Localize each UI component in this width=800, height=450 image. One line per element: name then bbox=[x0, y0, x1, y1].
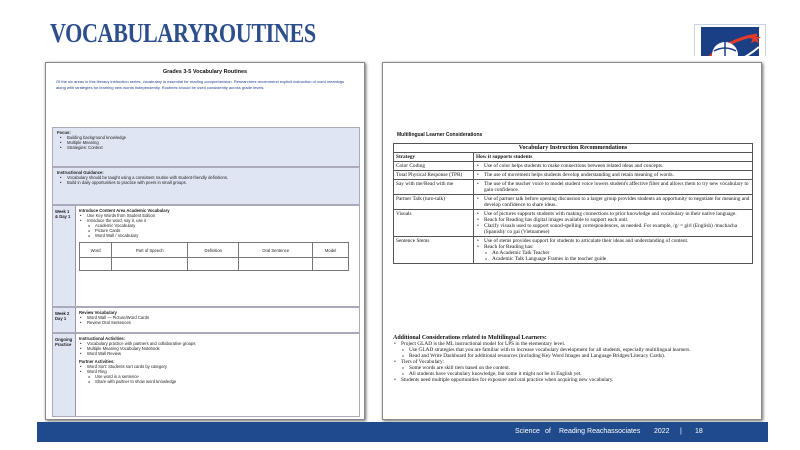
support-cell: • Use of pictures supports students with making connections to prior knowledge and vocabulary in their native language. bbox=[476, 211, 750, 217]
additional-title: Additional Considerations related to Multilingual Learners: bbox=[393, 335, 547, 341]
partner-subitem: o Use word in a sentence bbox=[79, 374, 355, 379]
doc-left-heading: Grades 3-5 Vocabulary Routines bbox=[162, 69, 248, 75]
word-table-header: Oral Sentence bbox=[239, 243, 313, 258]
col-header: Strategy bbox=[394, 153, 474, 162]
footer-separator: | bbox=[680, 428, 682, 435]
word-table-header: Model bbox=[313, 243, 349, 258]
additional-item: • Students need multiple opportunities for exposure and oral practice when acquiring new vocabulary. bbox=[393, 377, 755, 383]
support-cell: • Use of color helps students to make connections between related ideas and concepts. bbox=[476, 163, 750, 169]
week1-item: • Introduce the word, say it, use it bbox=[79, 218, 355, 223]
week2-title: Review Vocabulary bbox=[79, 310, 117, 315]
col-header: How it supports students bbox=[474, 153, 753, 162]
week1-subitem: o Picture Cards bbox=[79, 228, 355, 233]
strategy-cell: Visuals bbox=[394, 210, 474, 237]
additional-item: • Tiers of Vocabulary: bbox=[393, 359, 755, 365]
strategy-cell: Partner Talk (turn-talk) bbox=[394, 195, 474, 210]
week1-subitem: o Word Wall / Vocabulary bbox=[79, 233, 355, 238]
guidance-item: • Vocabulary should be taught using a consistent routine with student-friendly definitions. bbox=[59, 175, 359, 180]
ongoing-label: Ongoing Practice bbox=[55, 337, 73, 347]
ongoing-item: • Vocabulary practice with partners and collaborative groups bbox=[79, 341, 355, 346]
multilingual-considerations-document bbox=[382, 62, 762, 420]
additional-subitem: o Read and Write Dashboard for additional resources (including Key Word Images and Language Bridges/Literacy Cards). bbox=[393, 353, 755, 359]
guidance-section bbox=[52, 167, 360, 205]
additional-item: • Project GLAD is the ML instructional model for LPS in the elementary level. bbox=[393, 341, 755, 347]
ongoing-item: • Multiple Meaning Vocabulary Notebook bbox=[79, 346, 355, 351]
week2-section bbox=[52, 307, 360, 333]
grades-3-5-routines-document bbox=[45, 62, 365, 420]
focus-item: • Strategies: Context bbox=[59, 145, 359, 150]
slide-content-panel bbox=[37, 56, 768, 442]
additional-subitem: o All students have vocabulary knowledge, but some it might not be in English yet. bbox=[393, 371, 755, 377]
page-number: 18 bbox=[695, 428, 703, 435]
partner-title: Partner Activities: bbox=[79, 359, 115, 364]
week2-item: • Word Wall — Picture/Word Cards bbox=[79, 315, 355, 320]
footer-org: Science bbox=[515, 428, 540, 435]
strategy-cell: Color Coding bbox=[394, 162, 474, 171]
additional-subitem: o Use GLAD strategies that you are familiar with to increase vocabulary development for all students, especially multilingual learners. bbox=[393, 347, 755, 353]
partner-item: • Word Sort: Students sort cards by category bbox=[79, 364, 355, 369]
support-cell: • Use of stems provides support for students to articulate their ideas and understanding of content. bbox=[476, 238, 750, 244]
week1-title: Introduce Content Area Academic Vocabulary bbox=[79, 208, 170, 213]
week1-subitem: o Academic Vocabulary bbox=[79, 223, 355, 228]
content-area bbox=[37, 56, 768, 422]
week2-item: • Review Oral Sentences bbox=[79, 320, 355, 325]
additional-subitem: o Some words are skill tiers based on the content. bbox=[393, 365, 755, 371]
week1-section bbox=[52, 205, 360, 307]
ongoing-title: Instructional Activities: bbox=[79, 336, 126, 341]
focus-label: Focus: bbox=[57, 130, 71, 135]
word-table-header: Definition bbox=[188, 243, 239, 258]
strategy-cell: Sentence Stems bbox=[394, 237, 474, 264]
guidance-item: • Build in daily opportunities to practice with peers in small groups. bbox=[59, 180, 359, 185]
vocabulary-recommendations-table bbox=[393, 143, 753, 264]
additional-considerations bbox=[393, 335, 755, 383]
focus-item: • Multiple Meaning bbox=[59, 140, 359, 145]
support-cell: • Reach for Reading has: bbox=[476, 244, 750, 250]
strategy-cell: Say with me/Read with me bbox=[394, 180, 474, 195]
support-cell: • The use of the teacher voice to model student voice lowers student's affective filter and allows them to try new vocabulary to gain confidence. bbox=[476, 181, 750, 193]
word-table-header: Part of Speech bbox=[112, 243, 188, 258]
support-cell: • Use of partner talk before opening discussion to a larger group provides students an opportunity to negotiate for meaning and develop confidence to share ideas. bbox=[476, 196, 750, 208]
footer-of: of bbox=[545, 428, 551, 435]
footer-year: 2022 bbox=[654, 428, 670, 435]
week1-item: • Use Key Words from Student Edition bbox=[79, 213, 355, 218]
doc-left-intro: Of the six areas in this literacy instruction series, vocabulary is essential for reading comprehension. Researchers recommend explicit instruction of word meanings along with strategies for learning new words independently. Routines should be used consistently across grade levels. bbox=[56, 79, 345, 90]
word-table-header: Word bbox=[80, 243, 112, 258]
support-subitem: o Academic Talk Language Frames in the teacher guide bbox=[476, 256, 750, 262]
focus-item: • Building background knowledge bbox=[59, 135, 359, 140]
slide-title: VOCABULARYROUTINES bbox=[50, 18, 316, 48]
week1-label: Week 1 & Day 1 bbox=[55, 209, 71, 219]
week2-label: Week 2 Day 1 bbox=[55, 311, 70, 321]
partner-item: • Word Ring bbox=[79, 369, 355, 374]
focus-section bbox=[52, 127, 360, 167]
ongoing-item: • Word Wall Review bbox=[79, 351, 355, 356]
table-title: Vocabulary Instruction Recommendations bbox=[394, 144, 753, 153]
slide-footer bbox=[37, 422, 768, 442]
ongoing-section bbox=[52, 333, 360, 417]
guidance-label: Instructional Guidance: bbox=[57, 170, 104, 175]
support-subitem: o An Academic Talk Teacher bbox=[476, 250, 750, 256]
footer-org2: Reading Reachassociates bbox=[559, 428, 641, 435]
support-cell: • Clarify visuals used to support sound-spelling correspondences, as needed. For example, /g/ = girl (English) /muchacha (Spanish)/ co gai (Vietnamese) bbox=[476, 223, 750, 235]
partner-subitem: o Share with partner to show word knowledge bbox=[79, 379, 355, 384]
word-table bbox=[79, 242, 349, 271]
support-cell: • Reach for Reading has digital images available to support each unit. bbox=[476, 217, 750, 223]
doc-right-heading: Multilingual Learner Considerations bbox=[397, 132, 483, 138]
strategy-cell: Total Physical Response (TPR) bbox=[394, 171, 474, 180]
support-cell: • The use of movement helps students develop understanding and retain meaning of words. bbox=[476, 172, 750, 178]
